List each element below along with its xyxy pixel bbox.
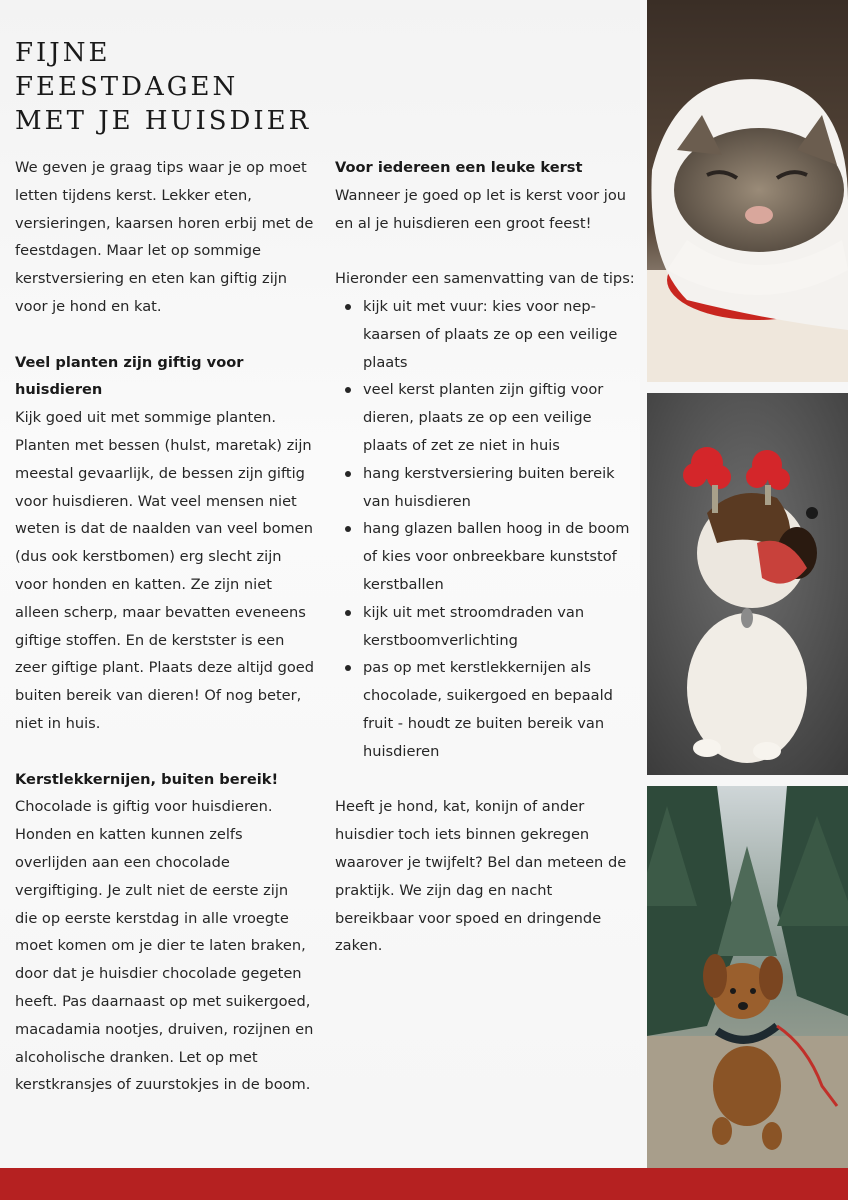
section-body-plants: Kijk goed uit met sommige planten. Planten met bessen (hulst, maretak) zijn meestal gevaarlijk, de bessen zijn giftig voor huisdieren. Wat veel mensen niet weten is dat de naalden van veel bomen (dus ook kerstbomen) erg slecht zijn voor honden en katten. Ze zijn niet alleen scherp, maar bevatten eveneens giftige stoffen. En de kerstster is een zeer giftige plant. Plaats deze altijd goed buiten bereik van dieren! Of nog beter, niet in huis.	[15, 409, 315, 732]
christmas-intro: Wanneer je goed op let is kerst voor jou en al je huisdieren een groot feest!	[335, 186, 627, 232]
section-heading-christmas: Voor iedereen een leuke kerst	[335, 159, 583, 176]
tips-list	[335, 293, 635, 766]
section-heading-plants: Veel planten zijn giftig voor huisdieren	[15, 353, 244, 399]
tip-item: kijk uit met stroomdraden van kerstboomverlichting	[363, 599, 635, 655]
tip-item: hang kerstversiering buiten bereik van huisdieren	[363, 460, 635, 516]
dog-with-reindeer-antlers-photo	[647, 393, 848, 775]
closing-paragraph: Heeft je hond, kat, konijn of ander huisdier toch iets binnen gekregen waarover je twijfelt? Bel dan meteen de praktijk. We zijn dag en nacht bereikbaar voor spoed en dringende zaken.	[335, 798, 627, 955]
section-heading-treats: Kerstlekkernijen, buiten bereik!	[15, 770, 279, 788]
tip-item: hang glazen ballen hoog in de boom of kies voor onbreekbare kunststof kerstballen	[363, 515, 635, 598]
title-line-3: MET JE HUISDIER	[15, 106, 312, 136]
summary-intro: Hieronder een samenvatting van de tips:	[335, 270, 635, 288]
tip-item: veel kerst planten zijn giftig voor dieren, plaats ze op een veilige plaats of zet ze niet in huis	[363, 376, 635, 459]
puppy-running-in-forest-photo	[647, 786, 848, 1168]
title-line-2: FEESTDAGEN	[15, 72, 239, 102]
cat-in-santa-hat-photo	[647, 0, 848, 382]
title-line-1: FIJNE	[15, 38, 111, 68]
page-title	[15, 36, 315, 138]
intro-paragraph: We geven je graag tips waar je op moet letten tijdens kerst. Lekker eten, versieringen, kaarsen horen erbij met de feestdagen. Maar let op sommige kerstversiering en eten kan giftig zijn voor je hond en kat.	[15, 159, 314, 315]
tip-item: kijk uit met vuur: kies voor nep-kaarsen of plaats ze op een veilige plaats	[363, 293, 635, 376]
section-body-treats: Chocolade is giftig voor huisdieren. Honden en katten kunnen zelfs overlijden aan een chocolade vergiftiging. Je zult niet de eerste zijn die op eerste kerstdag in alle vroegte moet komen om je dier te laten braken, door dat je huisdier chocolade gegeten heeft. Pas daarnaast op met suikergoed, macadamia nootjes, druiven, rozijnen en alcoholische dranken. Let op met kerstkransjes of zuurstokjes in de boom.	[15, 798, 314, 1094]
right-column	[335, 154, 635, 960]
left-column	[15, 154, 315, 1099]
tip-item: pas op met kerstlekkernijen als chocolade, suikergoed en bepaald fruit - houdt ze buiten bereik van huisdieren	[363, 654, 635, 765]
footer-bar	[0, 1168, 848, 1200]
